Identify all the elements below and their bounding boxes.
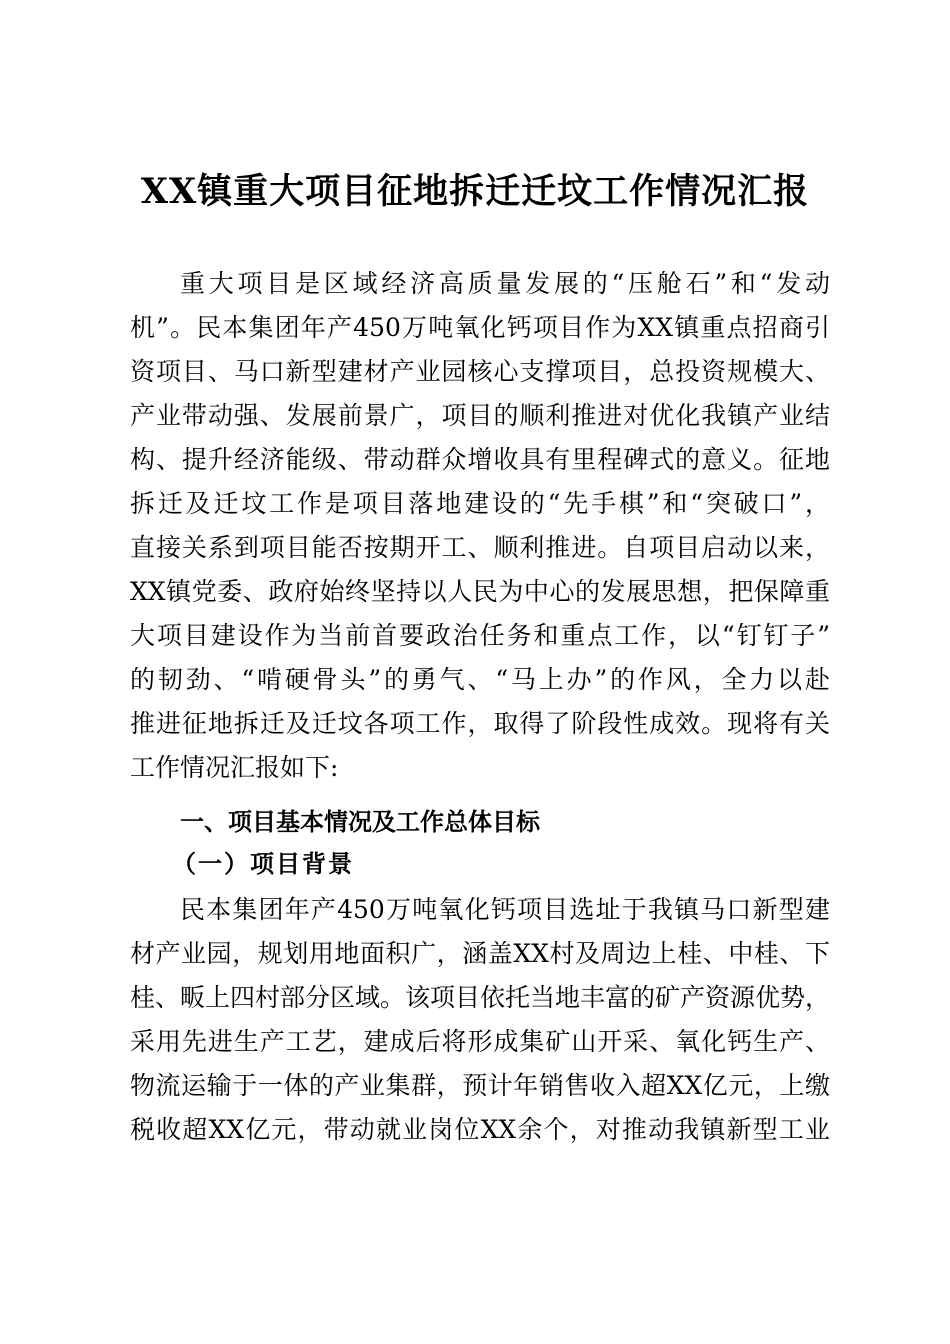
background-line: 采用先进生产工艺，建成后将形成集矿山开采、氧化钙生产、 <box>130 1027 830 1056</box>
background-line: 民本集团年产450万吨氧化钙项目选址于我镇马口新型建 <box>180 895 830 924</box>
intro-line: 构、提升经济能级、带动群众增收具有里程碑式的意义。征地 <box>130 445 830 474</box>
intro-line: 机”。民本集团年产450万吨氧化钙项目作为XX镇重点招商引 <box>130 313 830 342</box>
background-line: 材产业园，规划用地面积广，涵盖XX村及周边上桂、中桂、下 <box>130 939 830 968</box>
intro-line: XX镇党委、政府始终坚持以人民为中心的发展思想，把保障重 <box>130 577 830 606</box>
subsection-heading: （一）项目背景 <box>172 849 354 878</box>
intro-line: 资项目、马口新型建材产业园核心支撑项目，总投资规模大、 <box>130 357 830 386</box>
intro-line: 产业带动强、发展前景广，项目的顺利推进对优化我镇产业结 <box>130 401 830 430</box>
background-line: 税收超XX亿元，带动就业岗位XX余个，对推动我镇新型工业 <box>130 1115 830 1144</box>
intro-line: 大项目建设作为当前首要政治任务和重点工作，以“钉钉子” <box>130 621 830 650</box>
intro-line: 推进征地拆迁及迁坟各项工作，取得了阶段性成效。现将有关 <box>130 709 830 738</box>
section-heading: 一、项目基本情况及工作总体目标 <box>180 808 540 836</box>
intro-line: 的韧劲、“啃硬骨头”的勇气、“马上办”的作风，全力以赴 <box>130 665 830 694</box>
intro-line: 拆迁及迁坟工作是项目落地建设的“先手棋”和“突破口”， <box>130 489 830 518</box>
document-title: XX镇重大项目征地拆迁迁坟工作情况汇报 <box>140 171 810 212</box>
background-line: 物流运输于一体的产业集群，预计年销售收入超XX亿元，上缴 <box>130 1071 830 1100</box>
background-line: 桂、畈上四村部分区域。该项目依托当地丰富的矿产资源优势， <box>130 983 831 1012</box>
intro-line: 工作情况汇报如下: <box>130 753 339 782</box>
intro-line: 直接关系到项目能否按期开工、顺利推进。自项目启动以来， <box>130 533 830 562</box>
intro-line: 重大项目是区域经济高质量发展的“压舱石”和“发动 <box>180 269 830 298</box>
